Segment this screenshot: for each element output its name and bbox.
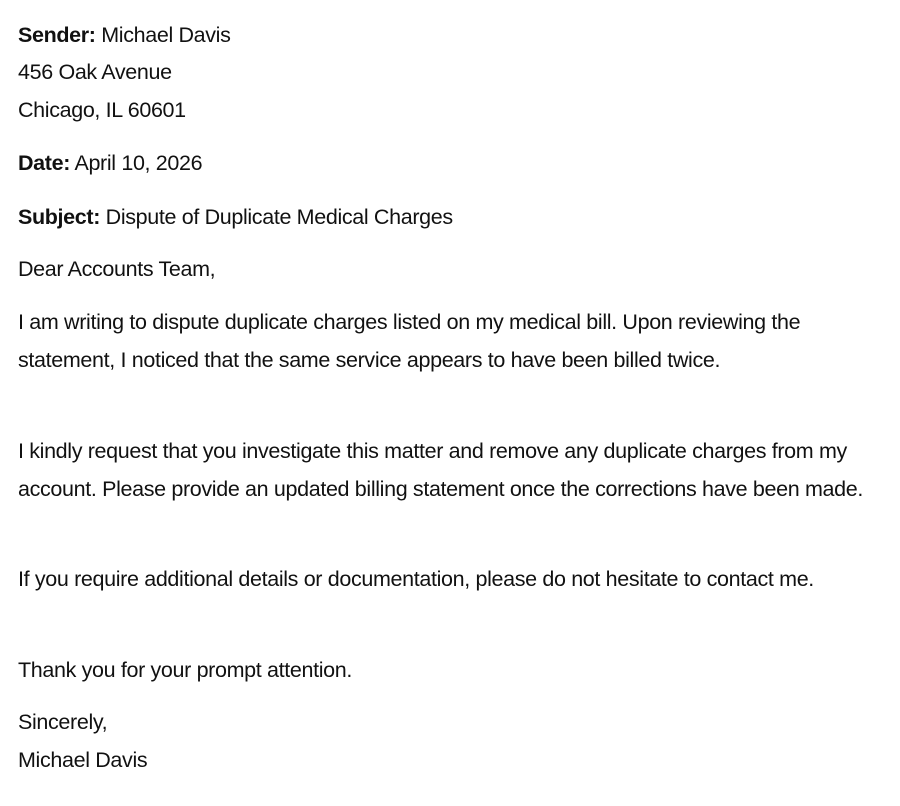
subject-value: Dispute of Duplicate Medical Charges	[105, 205, 453, 229]
sender-name: Michael Davis	[101, 23, 231, 47]
subject-label: Subject:	[18, 205, 101, 229]
body-paragraph-1: I am writing to dispute duplicate charges listed on my medical bill. Upon reviewing the statement, I noticed that the same service appears to have been billed twice.	[18, 310, 801, 372]
date-value: April 10, 2026	[74, 151, 203, 175]
sender-line	[18, 16, 231, 54]
body-paragraph-2: I kindly request that you investigate this matter and remove any duplicate charges from my account. Please provide an updated billing statement once the corrections have been made.	[18, 439, 863, 501]
subject-line	[18, 198, 453, 236]
body-paragraph-4: Thank you for your prompt attention.	[18, 658, 352, 682]
date-line	[18, 144, 202, 182]
body-paragraph-3: If you require additional details or documentation, please do not hesitate to contact me.	[18, 567, 814, 591]
sender-label: Sender:	[18, 23, 96, 47]
salutation: Dear Accounts Team,	[18, 257, 216, 281]
date-label: Date:	[18, 151, 71, 175]
sender-address-line1: 456 Oak Avenue	[18, 60, 172, 84]
signature: Michael Davis	[18, 748, 148, 772]
sender-address-line2: Chicago, IL 60601	[18, 98, 186, 122]
closing: Sincerely,	[18, 710, 108, 734]
